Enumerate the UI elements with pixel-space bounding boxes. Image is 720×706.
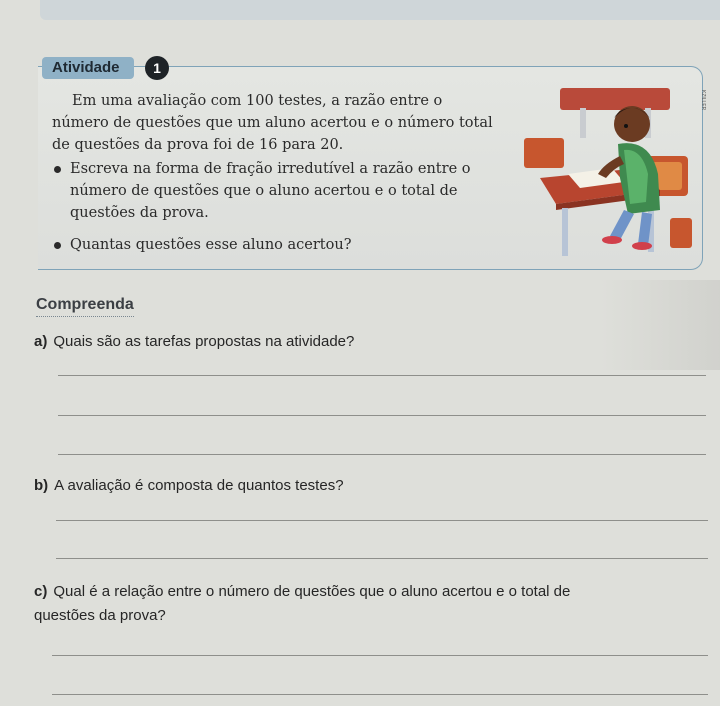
question-text: A avaliação é composta de quantos testes? <box>54 477 344 494</box>
answer-line[interactable] <box>58 375 706 376</box>
question-letter: c) <box>34 583 48 600</box>
answer-line[interactable] <box>58 454 706 455</box>
activity-number-badge: 1 <box>145 56 169 80</box>
activity-bullet-1: Escreva na forma de fração irredutível a razão entre o número de questões que o aluno acertou e o total de questões da prova. <box>52 158 502 224</box>
question-text: Qual é a relação entre o número de questões que o aluno acertou e o total de questões da prova? <box>34 583 571 624</box>
answer-line[interactable] <box>52 655 708 656</box>
question-letter: b) <box>34 477 49 494</box>
activity-label: Atividade <box>42 57 134 79</box>
top-decorative-band <box>40 0 720 20</box>
compreenda-title: Compreenda <box>36 296 134 317</box>
page-shadow <box>600 280 720 370</box>
answer-line[interactable] <box>56 558 708 559</box>
student-desk-illustration <box>520 78 698 260</box>
activity-bullet-2: Quantas questões esse aluno acertou? <box>52 234 502 256</box>
question-letter: a) <box>34 333 48 350</box>
answer-line[interactable] <box>52 694 708 695</box>
answer-line[interactable] <box>58 415 706 416</box>
question-text: Quais são as tarefas propostas na atividade? <box>53 333 355 350</box>
illustration-credit: KZILLER <box>700 90 706 111</box>
answer-line[interactable] <box>56 520 708 521</box>
question-c <box>34 580 614 628</box>
question-b <box>34 474 344 498</box>
activity-text <box>52 90 502 256</box>
question-a <box>34 330 354 354</box>
activity-intro: Em uma avaliação com 100 testes, a razão entre o número de questões que um aluno acertou e o número total de questões da prova foi de 16 para 20. <box>52 93 493 153</box>
